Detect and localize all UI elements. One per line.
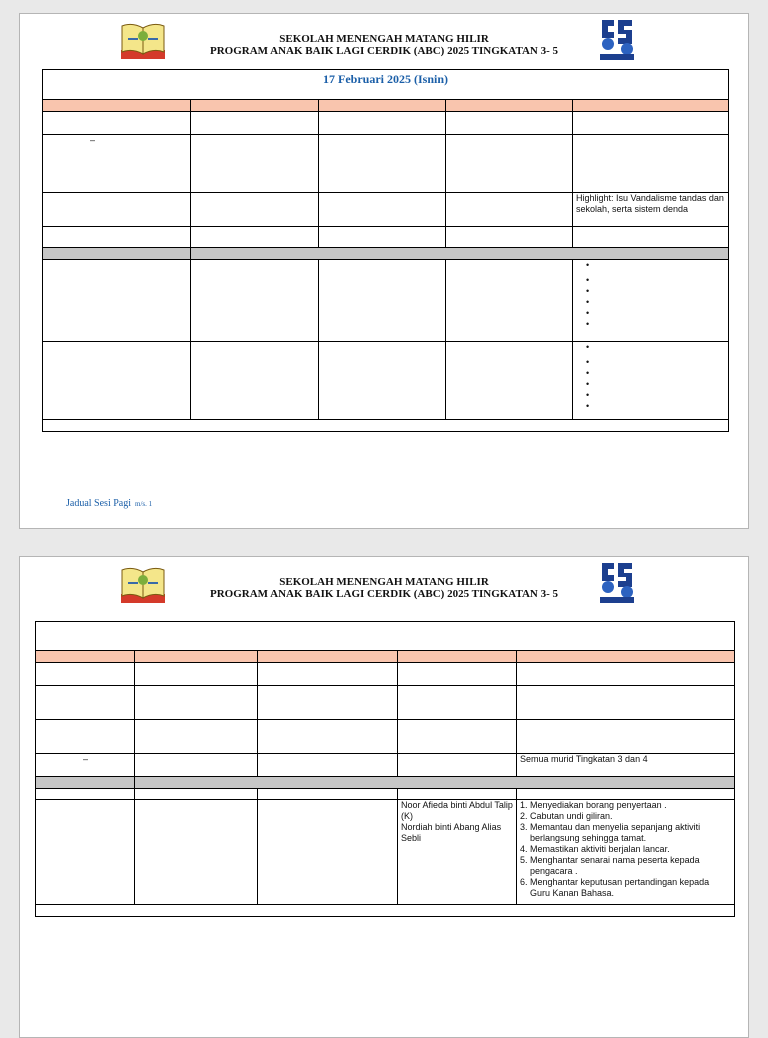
table-row xyxy=(43,112,729,135)
header-cell xyxy=(258,651,398,663)
table-row xyxy=(43,227,729,248)
header-cell xyxy=(319,100,446,112)
header-cell xyxy=(36,651,135,663)
task-step: 4. Memastikan aktiviti berjalan lancar. xyxy=(520,844,670,854)
task-step: 2. Cabutan undi giliran. xyxy=(520,811,613,821)
table-row xyxy=(36,789,735,800)
schedule-date-title xyxy=(36,622,735,651)
task-step: 1. Menyediakan borang penyertaan . xyxy=(520,800,667,810)
bullet: • xyxy=(586,297,590,307)
bullet: • xyxy=(586,275,590,285)
document-page-2 xyxy=(19,556,749,1038)
task-step: 3. Memantau dan menyelia sepanjang aktiviti berlangsung sehingga tamat. xyxy=(520,822,701,843)
page-footer xyxy=(66,498,152,509)
bullet: • xyxy=(586,260,590,270)
header-cell xyxy=(43,100,191,112)
table-row xyxy=(36,754,735,777)
header-cell xyxy=(135,651,258,663)
header-cell xyxy=(398,651,517,663)
header-cell xyxy=(191,100,319,112)
program-name: PROGRAM ANAK BAIK LAGI CERDIK (ABC) 2025 TINGKATAN 3- 5 xyxy=(209,588,559,600)
table-row xyxy=(36,800,735,905)
table-row xyxy=(36,720,735,754)
task-steps xyxy=(520,800,731,899)
bullet-list xyxy=(576,342,725,412)
row-note: Semua murid Tingkatan 3 dan 4 xyxy=(517,754,735,777)
bullet: • xyxy=(586,342,590,352)
task-step: 5. Menghantar senarai nama peserta kepada pengacara . xyxy=(520,855,700,876)
school-name: SEKOLAH MENENGAH MATANG HILIR xyxy=(279,33,489,45)
bullet: • xyxy=(586,286,590,296)
header-cell xyxy=(446,100,573,112)
bullet: • xyxy=(586,368,590,378)
document-page-1 xyxy=(19,13,749,529)
footer-label: Jadual Sesi Pagi xyxy=(66,498,131,509)
teacher-name: Nordiah binti Abang Alias Sebli xyxy=(401,822,502,843)
table-row xyxy=(36,686,735,720)
table-footer-row xyxy=(43,420,729,432)
bullet: • xyxy=(586,401,590,411)
schedule-date-title: 17 Februari 2025 (Isnin) xyxy=(43,70,729,100)
break-row xyxy=(36,777,735,789)
table-row xyxy=(43,260,729,342)
schedule-table-day1 xyxy=(42,69,729,432)
break-row xyxy=(43,248,729,260)
bullet: • xyxy=(586,357,590,367)
table-row xyxy=(43,342,729,420)
document-header xyxy=(20,576,748,600)
dash-mark: – xyxy=(90,135,96,145)
school-name: SEKOLAH MENENGAH MATANG HILIR xyxy=(279,576,489,588)
bullet: • xyxy=(586,319,590,329)
schedule-table-day2 xyxy=(35,621,735,917)
table-row xyxy=(43,135,729,193)
teacher-list xyxy=(398,800,517,905)
bullet: • xyxy=(586,308,590,318)
bullet: • xyxy=(586,379,590,389)
table-footer-row xyxy=(36,905,735,917)
table-row xyxy=(43,193,729,227)
program-name: PROGRAM ANAK BAIK LAGI CERDIK (ABC) 2025 TINGKATAN 3- 5 xyxy=(209,45,559,57)
header-cell xyxy=(517,651,735,663)
table-row xyxy=(36,663,735,686)
header-cell xyxy=(573,100,729,112)
page-number: m/s. 1 xyxy=(135,500,153,508)
bullet-list xyxy=(576,260,725,330)
dash-mark: – xyxy=(83,754,89,764)
document-header xyxy=(20,33,748,57)
task-step: 6. Menghantar keputusan pertandingan kepada Guru Kanan Bahasa. xyxy=(520,877,710,898)
school-crest-logo-icon xyxy=(596,16,638,62)
bullet: • xyxy=(586,390,590,400)
teacher-name: Noor Afieda binti Abdul Talip (K) xyxy=(401,800,513,821)
highlight-note: Highlight: Isu Vandalisme tandas dan sekolah, serta sistem denda xyxy=(573,193,729,227)
school-crest-logo-icon xyxy=(596,559,638,605)
